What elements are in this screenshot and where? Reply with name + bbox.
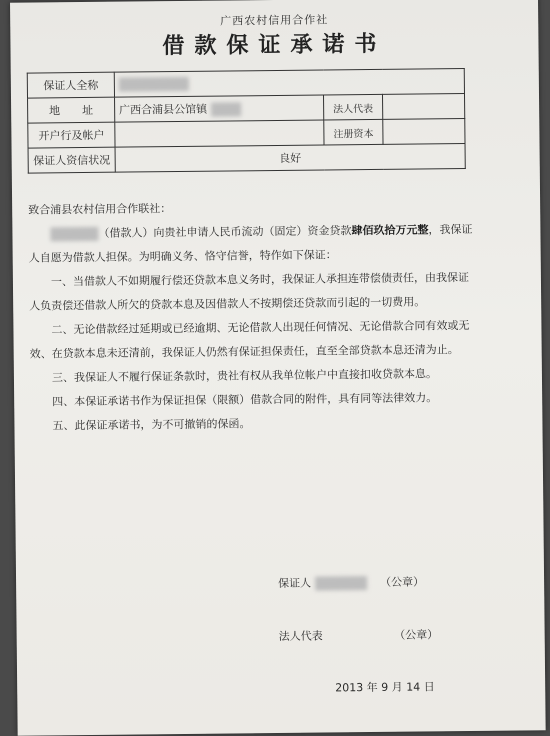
clause-2: 二、无论借款经过延期或已经逾期、无论借款人出现任何情况、无论借款合同有效或无效、在贷款本息未还清前，我保证人仍然有保证担保责任，直至全部贷款本息还清为止。: [29, 318, 470, 361]
bank-account-value: [115, 120, 324, 147]
clause-4: 四、本保证承诺书作为保证担保（限额）借款合同的附件，具有同等法律效力。: [52, 391, 438, 409]
letter-body: [28, 194, 480, 439]
legal-rep-value: [382, 94, 464, 120]
capital-value: [383, 119, 465, 145]
seal-label-1: （公章）: [380, 575, 425, 589]
document-title: 借款保证承诺书: [162, 30, 387, 60]
capital-label: 注册资本: [324, 119, 383, 145]
guarantor-sign-label: 保证人: [278, 576, 312, 590]
legal-rep-signature-line: [279, 626, 439, 644]
opening-text-a: （借款人）向贵社申请人民币流动（固定）资金贷款: [98, 224, 352, 240]
clause-1: 一、当借款人不如期履行偿还贷款本息义务时，我保证人承担连带偿债责任，由我保证人负责偿还借款人所欠的贷款本息及因借款人不按期偿还贷款而引起的一切费用。: [29, 270, 469, 313]
bank-account-label: 开户行及帐户: [28, 122, 115, 148]
legal-rep-label: 法人代表: [323, 94, 382, 120]
guarantor-info-table: [27, 68, 466, 174]
opening-paragraph: [28, 218, 478, 271]
guarantor-name-label: 保证人全称: [27, 72, 114, 98]
loan-amount: 肆佰玖拾万元整: [351, 223, 429, 238]
document-page: [10, 0, 546, 736]
clause-3: 三、我保证人不履行保证条款时，贵社有权从我单位帐户中直接扣收贷款本息。: [51, 367, 437, 385]
issuer-name: 广西农村信用合作社: [220, 13, 329, 28]
signature-date: 2013 年 9 月 14 日: [335, 680, 435, 695]
address-label: 地 址: [28, 97, 115, 123]
guarantor-signature-line: [278, 573, 424, 591]
address-value: [115, 95, 324, 122]
guarantor-name-value: [114, 69, 464, 98]
credit-status-value: 良好: [115, 144, 465, 173]
clause-5: 五、此保证承诺书，为不可撤销的保函。: [52, 417, 251, 433]
legal-rep-sign-label: 法人代表: [278, 629, 323, 643]
opening-text-b: ，我保证人自愿为借款人担保。为明确义务、恪守信誉，特作如下保证：: [28, 222, 473, 265]
redacted-borrower: [50, 227, 98, 242]
credit-status-label: 保证人资信状况: [28, 147, 115, 173]
redacted-guarantor-seal: [315, 576, 367, 591]
salutation: 致合浦县农村信用合作联社：: [28, 202, 172, 217]
address-text: 广西合浦县公馆镇: [119, 102, 208, 117]
redacted-name: [119, 77, 189, 92]
seal-label-2: （公章）: [394, 628, 439, 642]
redacted-address: [211, 102, 241, 116]
